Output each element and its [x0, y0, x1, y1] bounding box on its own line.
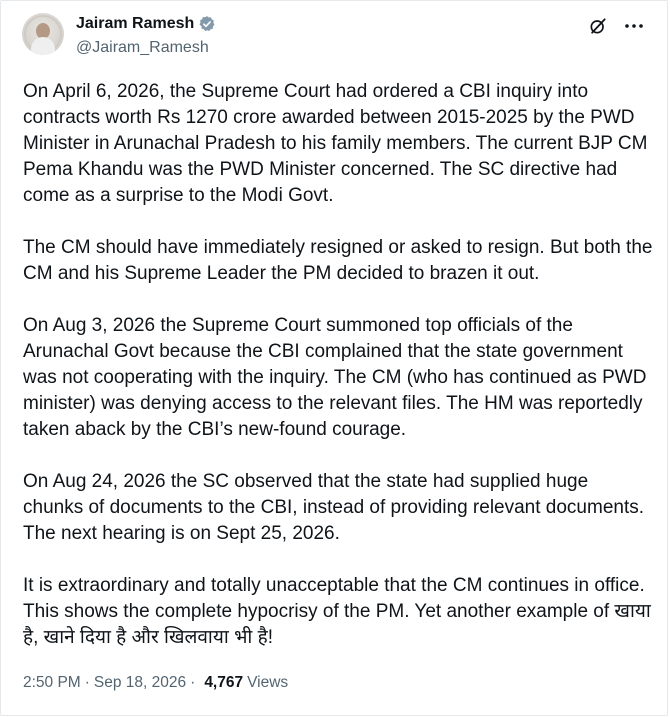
tweet-paragraph: On Aug 3, 2026 the Supreme Court summoned top officials of the Arunachal Govt because the CBI complained that the state government was not cooperating with the inquiry. The CM (who has continued as PWD minister) was denying access to the relevant files. The HM was reportedly taken aback by the CBI’s new-found courage. — [23, 315, 652, 440]
tweet-paragraph: On April 6, 2026, the Supreme Court had ordered a CBI inquiry into contracts worth Rs 1270 crore awarded between 2015-2025 by the PWD Minister in Arunachal Pradesh to his family members. The current BJP CM Pema Khandu was the PWD Minister concerned. The SC directive had come as a surprise to the Modi Govt. — [23, 81, 653, 206]
tweet-paragraph: On Aug 24, 2026 the SC observed that the state had supplied huge chunks of documents to the CBI, instead of providing relevant documents. The next hearing is on Sept 25, 2026. — [23, 471, 649, 544]
tweet-actions-top — [587, 15, 645, 37]
tweet-paragraph: It is extraordinary and totally unacceptable that the CM continues in office. This shows the complete hypocrisy of the PM. Yet another example of खाया है, खाने दिया है और खिलवाया भी है! — [23, 575, 657, 648]
views-label: Views — [247, 674, 289, 691]
tweet-text — [23, 79, 658, 651]
avatar[interactable] — [22, 13, 64, 55]
meta-separator: · — [190, 674, 196, 691]
more-icon[interactable] — [623, 15, 645, 37]
tweet-meta — [23, 674, 288, 692]
meta-separator: · — [84, 674, 90, 691]
grok-icon[interactable] — [587, 15, 609, 37]
avatar-body — [31, 37, 55, 55]
author-name-row — [76, 15, 216, 33]
tweet-paragraph: The CM should have immediately resigned or asked to resign. But both the CM and his Supreme Leader the PM decided to brazen it out. — [23, 237, 658, 284]
verified-badge-icon — [198, 15, 216, 33]
author-handle[interactable]: @Jairam_Ramesh — [76, 39, 209, 56]
tweet-time[interactable]: 2:50 PM — [23, 674, 81, 691]
views-count: 4,767 — [204, 674, 244, 691]
tweet-date[interactable]: Sep 18, 2026 — [93, 674, 187, 691]
author-name[interactable]: Jairam Ramesh — [76, 15, 195, 32]
